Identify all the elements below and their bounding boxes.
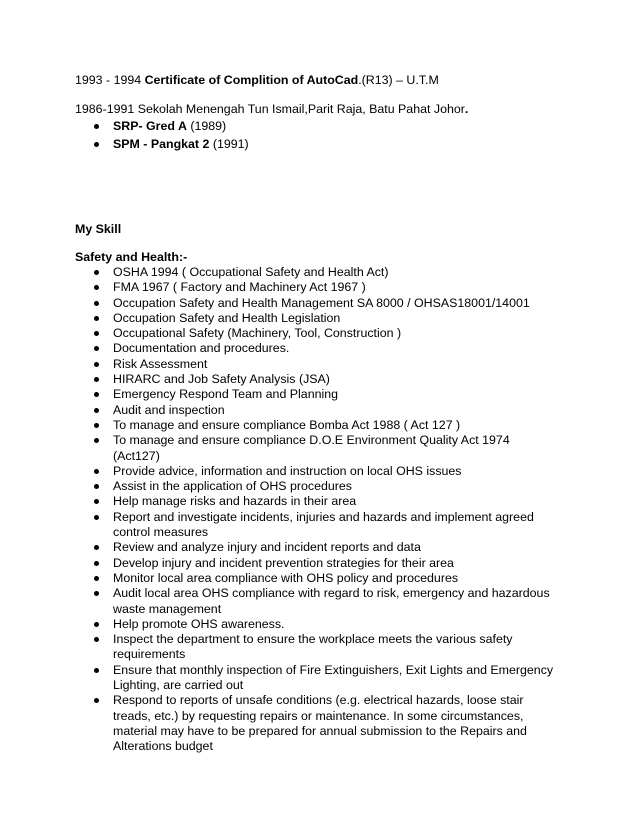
skills-heading: [75, 222, 121, 237]
skill-item: Occupation Safety and Health Management SA 8000 / OHSAS18001/14001: [75, 296, 555, 311]
skill-item: Audit local area OHS compliance with regard to risk, emergency and hazardous waste management: [75, 586, 555, 617]
exam-year: (1991): [209, 137, 249, 152]
skill-item: Provide advice, information and instruction on local OHS issues: [75, 464, 555, 479]
skill-item: Help manage risks and hazards in their area: [75, 494, 555, 509]
skill-item: Respond to reports of unsafe conditions (e.g. electrical hazards, loose stair treads, etc.) by requesting repairs or maintenance. In some circumstances, material may have to be prepared for annual submission to the Repairs and Alterations budget: [75, 693, 555, 754]
skill-item: Inspect the department to ensure the workplace meets the various safety requirements: [75, 632, 555, 663]
skill-item: Risk Assessment: [75, 357, 555, 372]
exam-results-list: [75, 119, 555, 156]
skill-item: Audit and inspection: [75, 403, 555, 418]
autocad-suffix: .(R13) – U.T.M: [358, 73, 439, 87]
school-end: .: [464, 102, 469, 116]
exam-label: SRP- Gred A: [113, 119, 187, 133]
skill-item: Develop injury and incident prevention strategies for their area: [75, 556, 555, 571]
skill-item: Monitor local area compliance with OHS policy and procedures: [75, 571, 555, 586]
skill-item: Help promote OHS awareness.: [75, 617, 555, 632]
skill-item: Review and analyze injury and incident reports and data: [75, 540, 555, 555]
skill-item: Emergency Respond Team and Planning: [75, 387, 555, 402]
exam-label: SPM - Pangkat 2: [113, 137, 210, 152]
safety-subheading: [75, 250, 187, 265]
exam-result-item: [75, 137, 555, 152]
skill-item: To manage and ensure compliance D.O.E Environment Quality Act 1974 (Act127): [75, 433, 555, 464]
skill-item: Occupation Safety and Health Legislation: [75, 311, 555, 326]
exam-year: (1989): [186, 119, 227, 133]
skill-item: To manage and ensure compliance Bomba Act 1988 ( Act 127 ): [75, 418, 555, 433]
autocad-title: Certificate of Complition of AutoCad: [144, 73, 359, 87]
skills-list: [75, 265, 555, 755]
safety-subheading-text: Safety and Health:-: [75, 250, 188, 264]
skill-item: Report and investigate incidents, injuries and hazards and implement agreed control measures: [75, 510, 555, 541]
skill-item: Documentation and procedures.: [75, 341, 555, 356]
skill-item: HIRARC and Job Safety Analysis (JSA): [75, 372, 555, 387]
school-line: [75, 102, 468, 117]
skill-item: Assist in the application of OHS procedures: [75, 479, 555, 494]
autocad-years: 1993 - 1994: [75, 73, 142, 87]
skill-item: OSHA 1994 ( Occupational Safety and Health Act): [75, 265, 555, 280]
autocad-certificate-line: [75, 73, 439, 88]
skill-item: FMA 1967 ( Factory and Machinery Act 1967 ): [75, 280, 555, 295]
exam-result-item: [75, 119, 555, 134]
skill-item: Ensure that monthly inspection of Fire Extinguishers, Exit Lights and Emergency Lighting, are carried out: [75, 663, 555, 694]
school-text: 1986-1991 Sekolah Menengah Tun Ismail,Parit Raja, Batu Pahat Johor: [75, 102, 465, 116]
skill-item: Occupational Safety (Machinery, Tool, Construction ): [75, 326, 555, 341]
skills-heading-text: My Skill: [75, 222, 122, 236]
